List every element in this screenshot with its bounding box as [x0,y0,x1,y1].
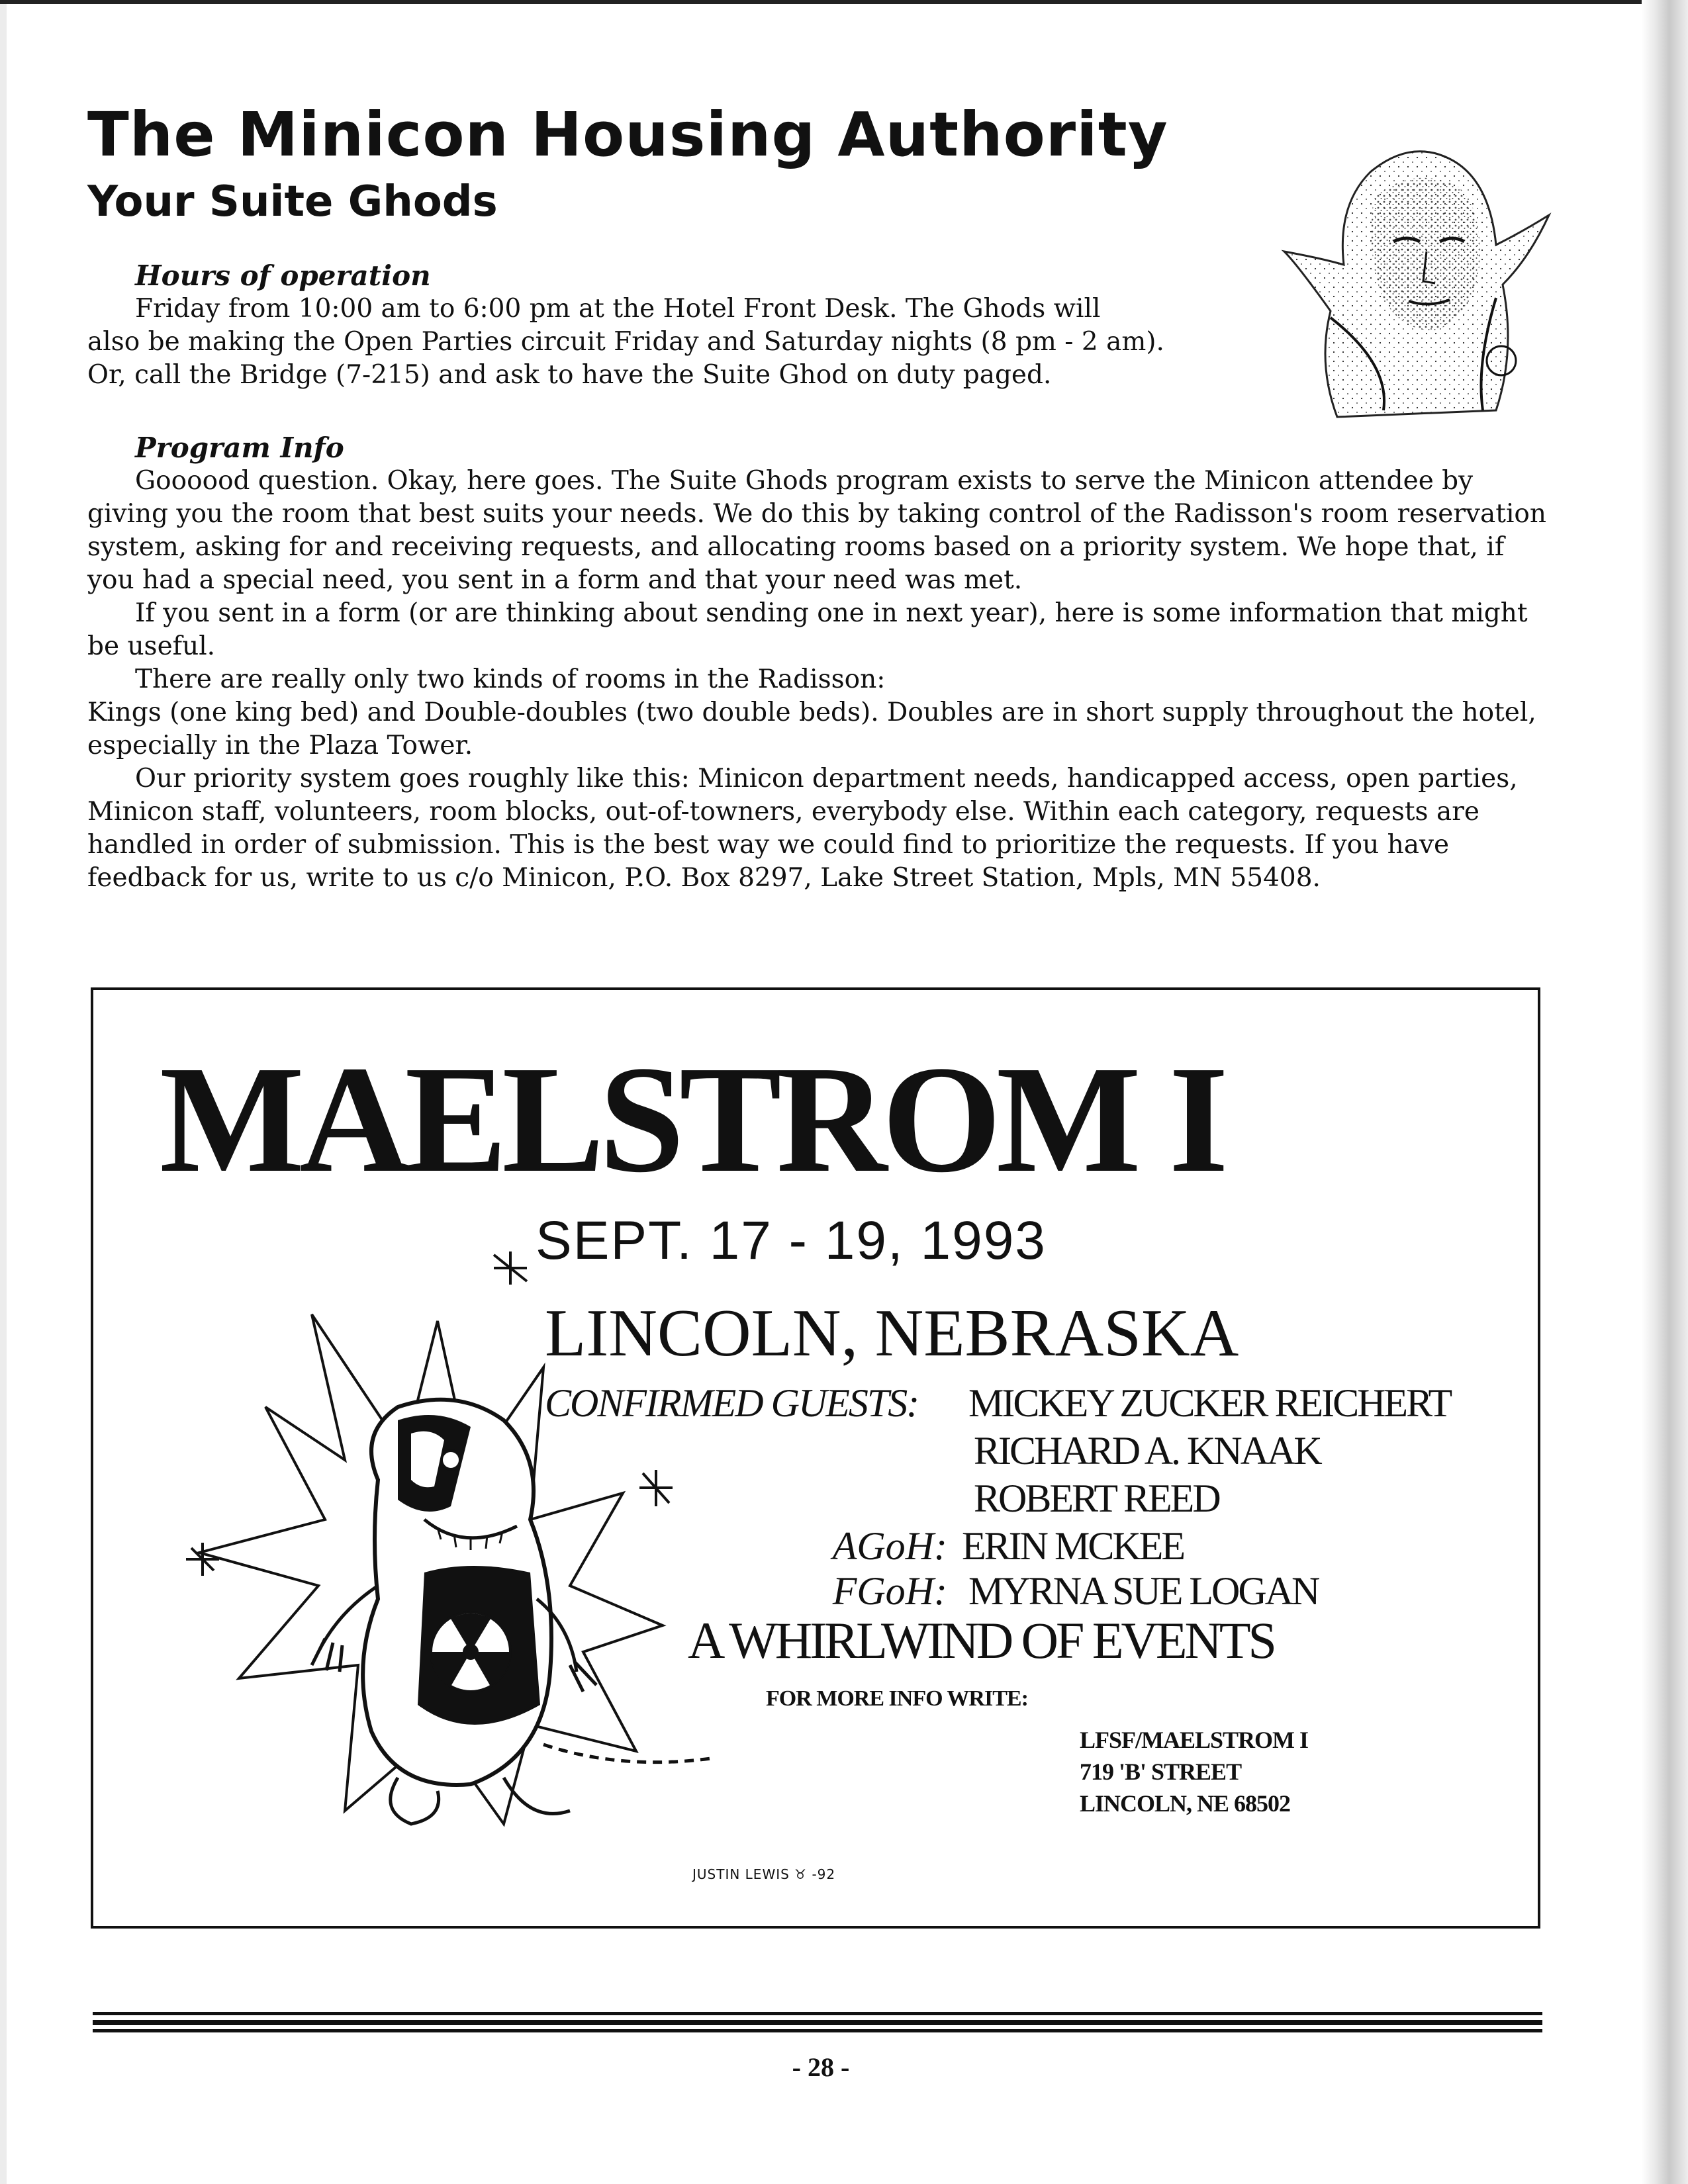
address-line: LFSF/MAELSTROM I [1080,1727,1309,1753]
guest-name: MICKEY ZUCKER REICHERT [968,1381,1451,1425]
hours-heading: Hours of operation [135,259,431,292]
top-rule [0,0,1642,4]
hours-section [87,259,1544,392]
hours-line-2: also be making the Open Parties circuit Friday and Saturday nights (8 pm - 2 am). [87,327,1164,357]
address-line: 719 'B' STREET [1080,1758,1242,1785]
ad-events-tagline: A WHIRLWIND OF EVENTS [688,1612,1274,1669]
confirmed-guests-label: CONFIRMED GUESTS: [545,1381,919,1425]
program-heading: Program Info [135,432,344,464]
page-number: - 28 - [792,2052,850,2082]
maelstrom-advertisement [91,987,1540,1929]
program-paragraph-3: There are really only two kinds of rooms in the Radisson: [135,664,886,694]
page-subtitle: Your Suite Ghods [87,177,498,226]
guest-name: ROBERT REED [974,1477,1219,1520]
hours-line-3: Or, call the Bridge (7-215) and ask to have the Suite Ghod on duty paged. [87,360,1052,390]
program-paragraph-5: Our priority system goes roughly like this: Minicon department needs, handicapped access, open parties, Minicon staff, volunteers, room blocks, out-of-towners, everybody else. Within each category, requests are handled in order of submission. This is the best way we could find to prioritize the requests. If you have feedback for us, write to us c/o Minicon, P.O. Box 8297, Lake Street Station, Mpls, MN 55408. [87,764,1518,893]
fgoh-name: MYRNA SUE LOGAN [968,1569,1319,1613]
program-paragraph-4: Kings (one king bed) and Double-doubles (two double beds). Doubles are in short supply throughout the hotel, especially in the Plaza Tower. [87,698,1536,760]
hours-line-1: Friday from 10:00 am to 6:00 pm at the Hotel Front Desk. The Ghods will [135,294,1101,324]
agoh-name: ERIN MCKEE [962,1524,1184,1568]
artist-signature: JUSTIN LEWIS ♉ -92 [692,1866,836,1882]
ad-title: MAELSTROM I [160,1034,1224,1205]
ad-dates: SEPT. 17 - 19, 1993 [536,1210,1047,1271]
agoh-label: AGoH: [832,1524,947,1568]
footer-rule [93,2029,1542,2032]
footer-rule [93,2012,1542,2015]
footer-rule [93,2020,1542,2025]
ad-location: LINCOLN, NEBRASKA [545,1296,1239,1371]
address-line: LINCOLN, NE 68502 [1080,1790,1291,1817]
binding-edge [1642,0,1688,2184]
scan-left-edge [0,0,7,2184]
page-title: The Minicon Housing Authority [87,99,1168,170]
program-paragraph-1: Goooood question. Okay, here goes. The Suite Ghods program exists to serve the Minicon attendee by giving you the room that best suits your needs. We do this by taking control of the Radisson's room reservation system, asking for and receiving requests, and allocating rooms based on a priority system. We hope that, if you had a special need, you sent in a form and that your need was met. [87,466,1547,595]
program-paragraph-2: If you sent in a form (or are thinking about sending one in next year), here is some information that might be useful. [87,598,1528,661]
program-section [87,432,1550,895]
guest-name: RICHARD A. KNAAK [974,1429,1321,1473]
fgoh-label: FGoH: [832,1569,947,1613]
more-info-label: FOR MORE INFO WRITE: [766,1686,1028,1711]
